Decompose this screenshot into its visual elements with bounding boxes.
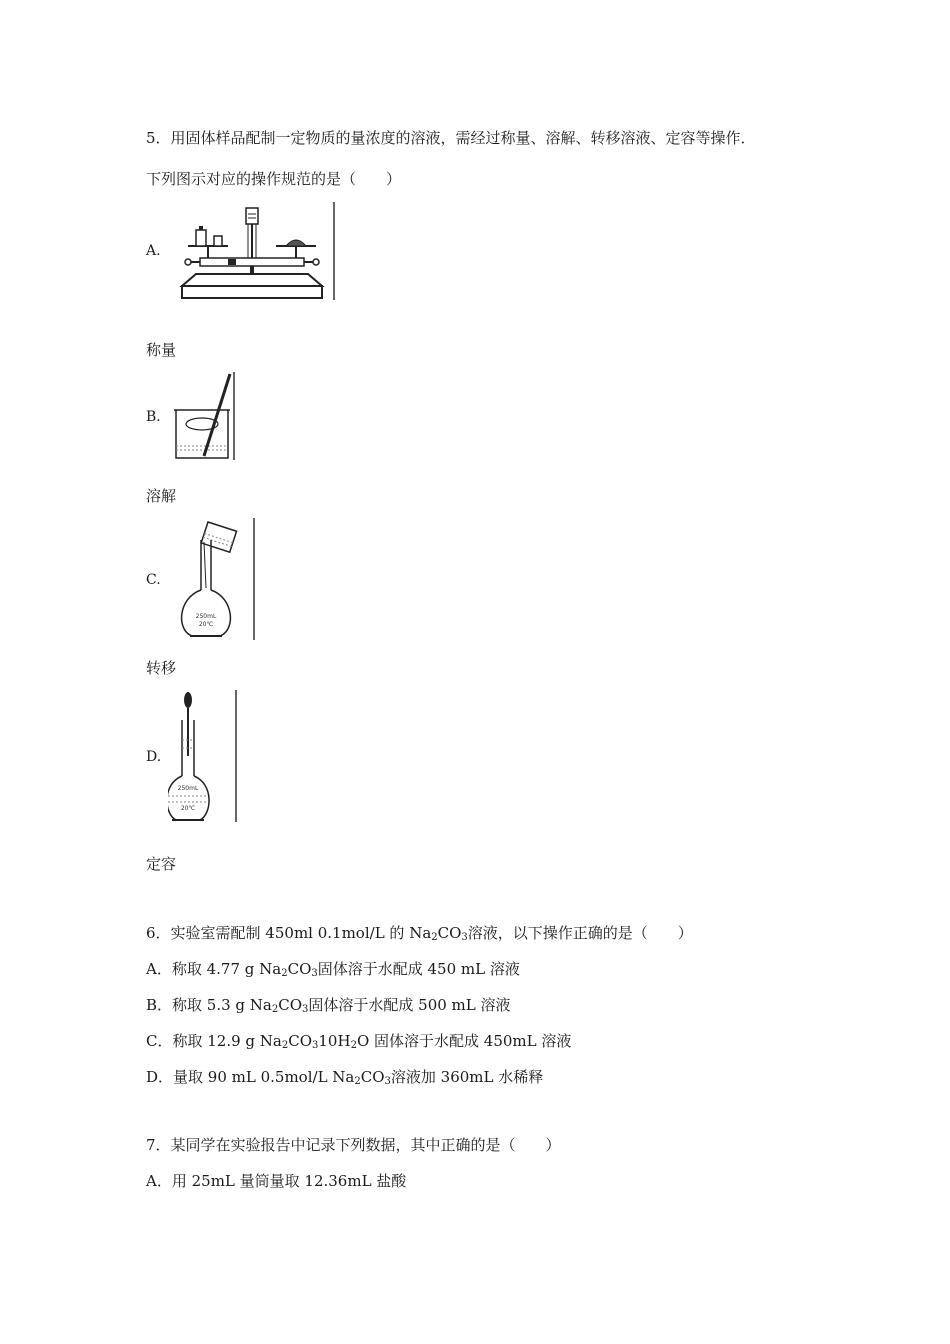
- q6-stem: 6．实验室需配制 450ml 0.1mol/L 的 $Na_2CO_3$溶液，以下操作正确的是（ ）: [146, 924, 693, 943]
- q5-option-d: [146, 690, 240, 824]
- q5-option-a-caption: 称量: [146, 341, 177, 359]
- q5-option-c-caption: 转移: [146, 659, 177, 677]
- option-letter: C.: [146, 572, 161, 588]
- q5-option-b: [146, 372, 238, 462]
- q7-stem: 7．某同学在实验报告中记录下列数据，其中正确的是（ ）: [146, 1136, 561, 1154]
- flask-label-temp: 20℃: [198, 621, 214, 628]
- flask-label: 250mL: [195, 613, 217, 620]
- q5-option-d-caption: 定容: [146, 855, 177, 873]
- q6-option-a: A．称取 4.77 g $Na_2CO_3$固体溶于水配成 450 mL 溶液: [146, 960, 520, 979]
- flask-label-temp: 20℃: [180, 805, 196, 812]
- q6-option-c: C．称取 12.9 g $Na_2CO_310H_2O$ 固体溶于水配成 450mL 溶液: [146, 1032, 572, 1051]
- q5-stem-line1: 5．用固体样品配制一定物质的量浓度的溶液，需经过称量、溶解、转移溶液、定容等操作．: [146, 129, 756, 147]
- q6-option-d: D．量取 90 mL 0.5mol/L $Na_2CO_3$溶液加 360mL 水稀释: [146, 1068, 544, 1087]
- balance-weighing-figure: [168, 200, 338, 302]
- q5-stem-line2: 下列图示对应的操作规范的是（ ）: [146, 170, 402, 188]
- q5-option-a: [146, 200, 338, 302]
- beaker-stirring-figure: [168, 372, 238, 462]
- q7-option-a: A．用 25mL 量筒量取 12.36mL 盐酸: [146, 1172, 407, 1190]
- q5-option-c: [146, 518, 258, 642]
- option-letter: A.: [146, 243, 161, 259]
- q5-option-b-caption: 溶解: [146, 487, 177, 505]
- flask-label: 250mL: [177, 785, 199, 792]
- transfer-to-flask-figure: [168, 518, 258, 642]
- option-letter: B.: [146, 409, 161, 425]
- q6-option-b: B．称取 5.3 g $Na_2CO_3$固体溶于水配成 500 mL 溶液: [146, 996, 511, 1015]
- option-letter: D.: [146, 749, 162, 765]
- dropper-flask-figure: [168, 690, 240, 824]
